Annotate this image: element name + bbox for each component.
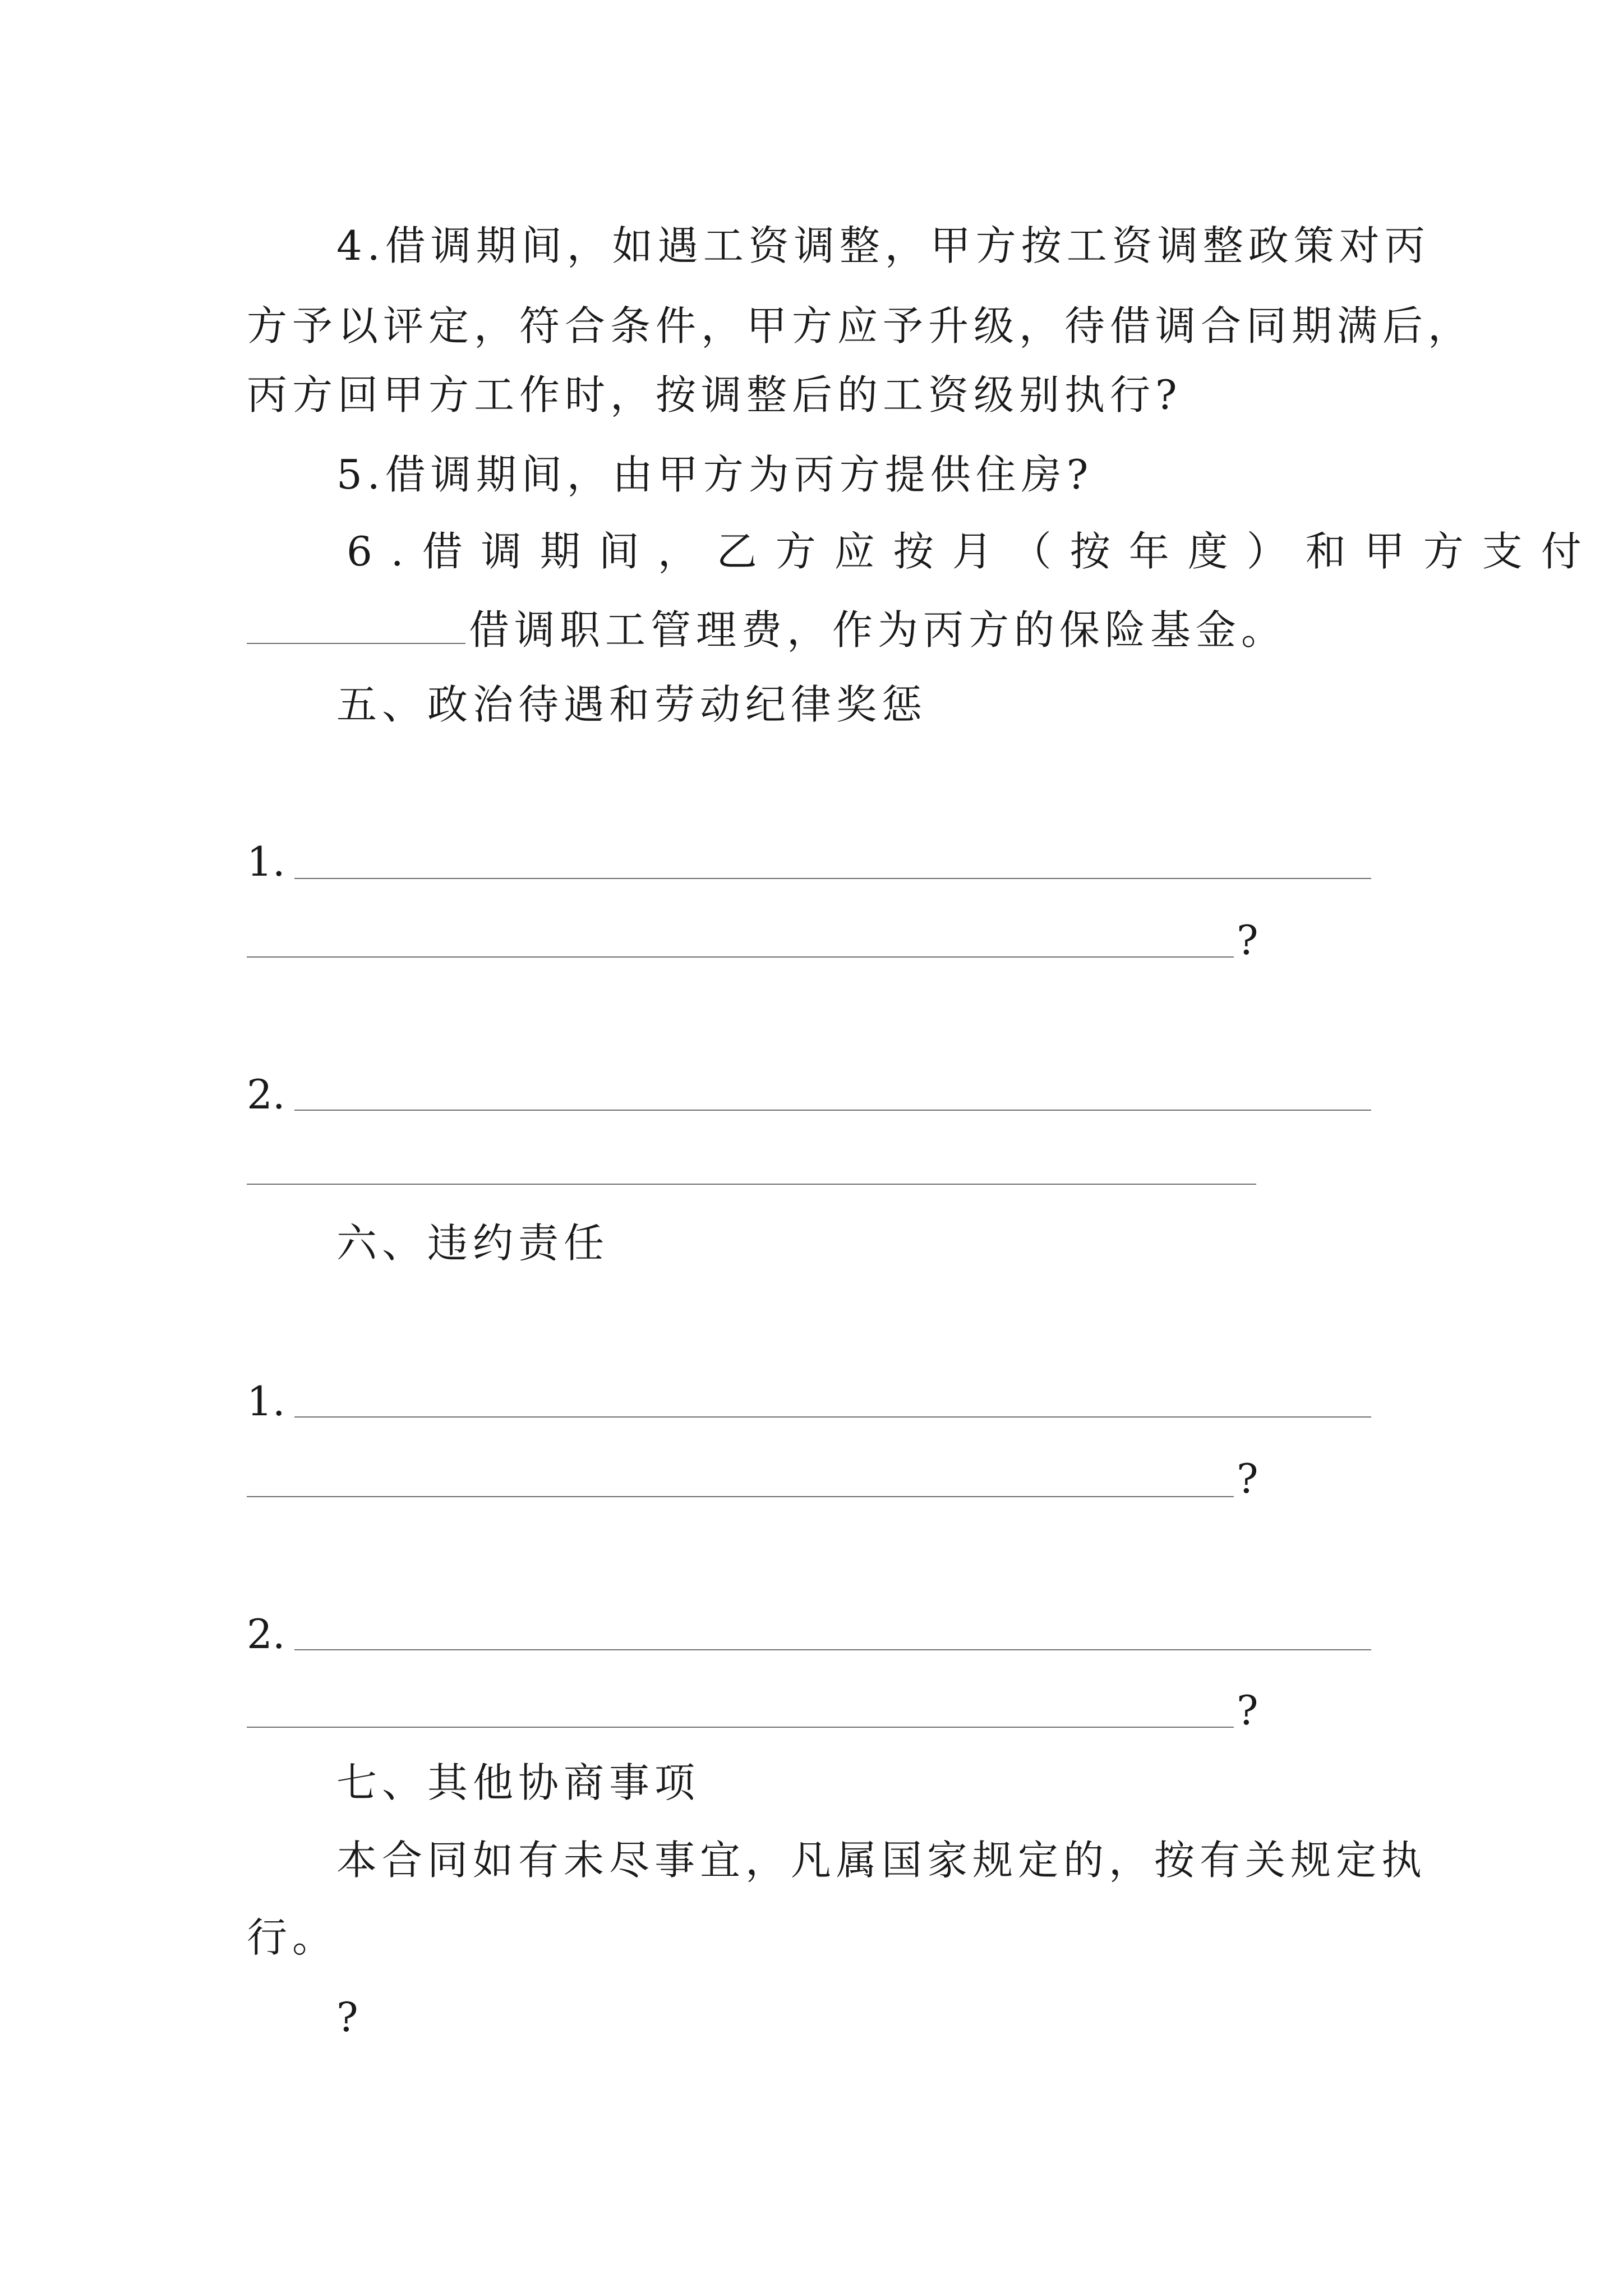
section-7-heading: 七、其他协商事项 <box>336 1759 700 1806</box>
section-5-item-1-blank-2[interactable] <box>247 956 1234 958</box>
clause-6-line-1: 6.借调期间，乙方应按月（按年度）和甲方支付 <box>347 528 1600 575</box>
section-6-item-2-blank-1[interactable] <box>294 1649 1371 1650</box>
clause-4-line-1: 4.借调期间，如遇工资调整，甲方按工资调整政策对丙 <box>336 222 1430 269</box>
fee-amount-blank[interactable] <box>247 643 465 644</box>
section-5-item-1-blank-1[interactable] <box>294 878 1371 879</box>
section-7-line-2: 行。 <box>247 1914 338 1961</box>
section-6-heading: 六、违约责任 <box>336 1220 610 1267</box>
section-5-item-1-end: ? <box>1237 917 1258 964</box>
closing-mark: ? <box>336 1994 358 2041</box>
section-6-item-2-number: 2. <box>247 1611 285 1658</box>
section-5-item-2-blank-2[interactable] <box>247 1184 1256 1185</box>
section-5-item-1-number: 1. <box>247 838 285 885</box>
section-7-line-1: 本合同如有未尽事宜，凡属国家规定的，按有关规定执 <box>336 1837 1427 1884</box>
section-6-item-1-end: ? <box>1237 1455 1258 1502</box>
clause-6-line-2-text: 借调职工管理费，作为丙方的保险基金。 <box>469 606 1287 654</box>
section-5-item-2-blank-1[interactable] <box>294 1110 1371 1111</box>
section-5-item-2-number: 2. <box>247 1071 285 1118</box>
section-5-heading: 五、政治待遇和劳动纪律奖惩 <box>336 681 928 728</box>
section-6-item-1-blank-2[interactable] <box>247 1496 1234 1497</box>
clause-4-line-3: 丙方回甲方工作时，按调整后的工资级别执行? <box>247 371 1182 418</box>
clause-6-line-2 <box>247 606 1287 654</box>
section-6-item-2-blank-2[interactable] <box>247 1727 1234 1728</box>
clause-4-line-2: 方予以评定，符合条件，甲方应予升级，待借调合同期满后， <box>247 302 1474 349</box>
clause-5: 5.借调期间，由甲方为丙方提供住房? <box>336 451 1094 498</box>
section-6-item-1-blank-1[interactable] <box>294 1416 1371 1418</box>
section-6-item-1-number: 1. <box>247 1378 285 1425</box>
section-6-item-2-end: ? <box>1237 1687 1258 1734</box>
